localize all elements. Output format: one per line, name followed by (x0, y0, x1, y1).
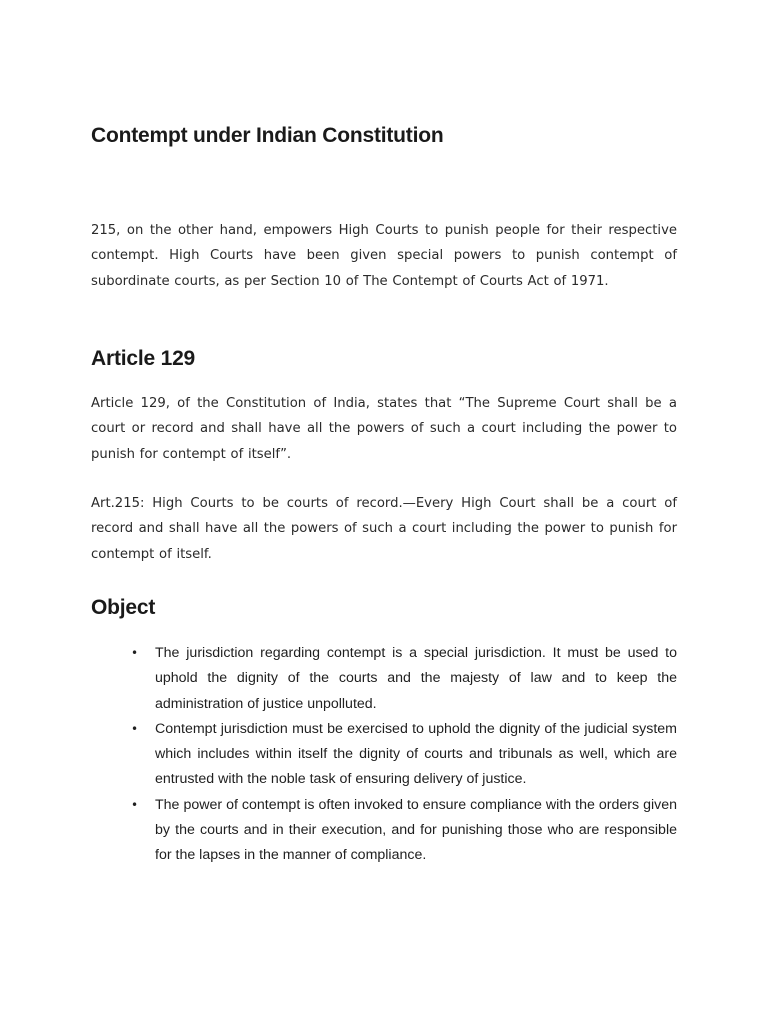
list-item (91, 717, 677, 793)
list-item-text: The power of contempt is often invoked to ensure compliance with the orders given by the courts and in their execution, and for punishing those who are responsible for the lapses in the manner of compliance. (155, 796, 677, 864)
list-item-text: Contempt jurisdiction must be exercised to uphold the dignity of the judicial system which includes within itself the dignity of courts and tribunals as well, which are entrusted with the noble task of ensuring delivery of justice. (155, 720, 677, 788)
bullet-icon: • (131, 797, 139, 812)
list-item (91, 793, 677, 869)
article-129-heading: Article 129 (91, 347, 196, 370)
article-129-paragraph: Article 129, of the Constitution of India, states that “The Supreme Court shall be a court or record and shall have all the powers of such a court including the power to punish for contempt of itself”. (91, 396, 677, 462)
document-title: Contempt under Indian Constitution (91, 124, 444, 147)
object-bullet-list (91, 641, 677, 869)
object-heading: Object (91, 596, 156, 619)
list-item-text: The jurisdiction regarding contempt is a special jurisdiction. It must be used to uphold the dignity of the courts and the majesty of law and to keep the administration of justice unpolluted. (155, 645, 677, 712)
article-215-paragraph: Art.215: High Courts to be courts of record.—Every High Court shall be a court of record and shall have all the powers of such a court including the power to punish for contempt of itself. (91, 496, 677, 562)
intro-paragraph: 215, on the other hand, empowers High Courts to punish people for their respective contempt. High Courts have been given special powers to punish contempt of subordinate courts, as per Section 10 of The Contempt of Courts Act of 1971. (91, 223, 677, 289)
list-item (91, 641, 677, 717)
bullet-icon: • (131, 646, 139, 660)
bullet-icon: • (131, 721, 139, 736)
